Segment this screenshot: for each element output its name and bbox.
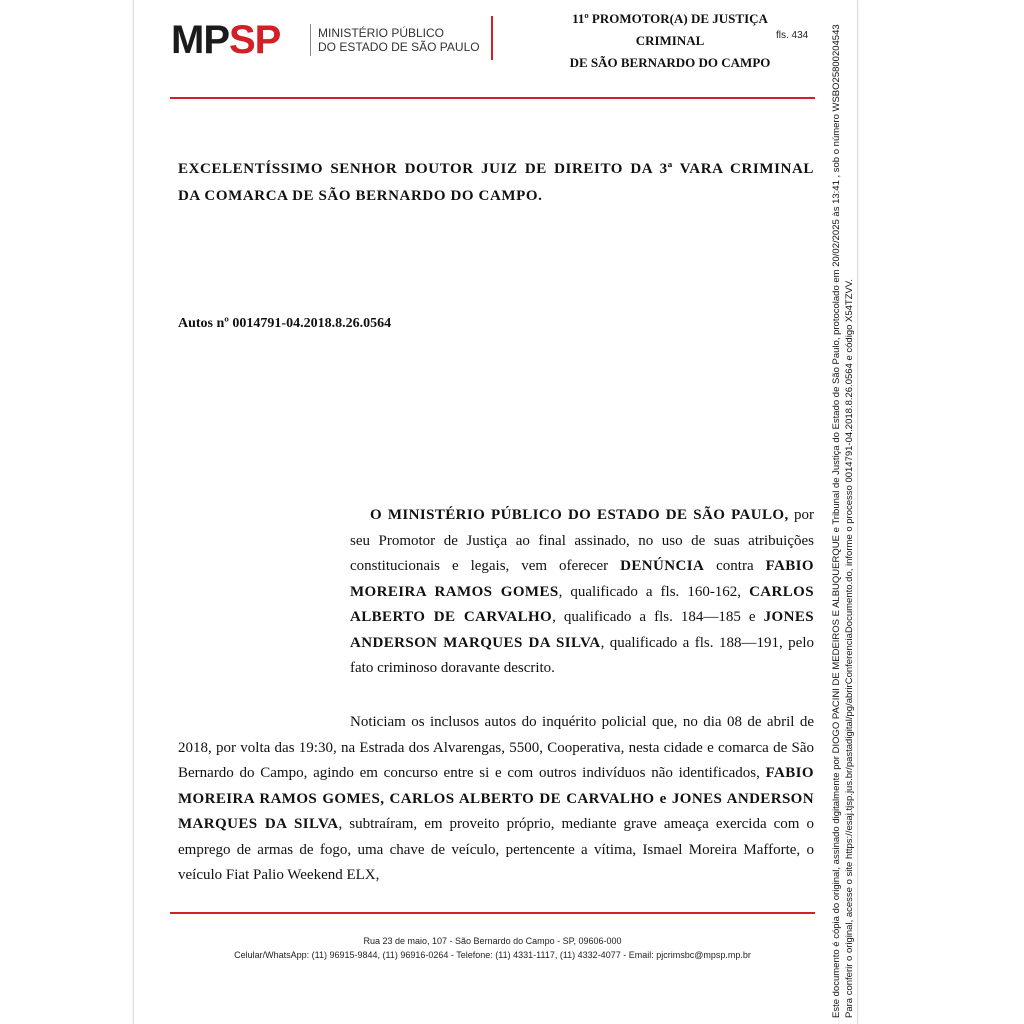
- intro-subject: O MINISTÉRIO PÚBLICO DO ESTADO DE SÃO PAULO,: [370, 507, 789, 523]
- case-number: Autos nº 0014791-04.2018.8.26.0564: [178, 316, 392, 331]
- viewer-margin-left: [0, 0, 133, 1024]
- facts-text1: Noticiam os inclusos autos do inquérito policial que, no dia 08 de abril de 2018, por volta das 19:30, na Estrada dos Alvarengas, 5500, Cooperativa, nesta cidade e comarca de São Bernardo do Campo, agindo em concurso entre si e com outros indivíduos não identificados,: [178, 714, 814, 781]
- intro-text1: por seu Promotor de Justiça ao final assinado, no uso de suas atribuições constitucionais e legais, vem oferecer: [350, 507, 814, 574]
- logo-mp: MP: [171, 17, 229, 62]
- intro-denuncia: DENÚNCIA: [620, 558, 705, 574]
- intro-defendant1: FABIO MOREIRA RAMOS GOMES: [350, 558, 814, 600]
- facts-text2: , subtraíram, em proveito próprio, mediante grave ameaça exercida com o emprego de armas de fogo, uma chave de veículo, pertencente a vítima, Ismael Moreira Mafforte, o veículo Fiat Palio Weekend ELX,: [178, 816, 814, 883]
- header-red-bar: [491, 16, 493, 60]
- intro-text5: , qualificado a fls. 188—191, pelo fato criminoso doravante descrito.: [350, 634, 814, 676]
- intro-defendant2: CARLOS ALBERTO DE CARVALHO: [350, 583, 814, 625]
- header-title-line2: CRIMINAL: [635, 33, 705, 48]
- header-title-line1: 11º PROMOTOR(A) DE JUSTIÇA: [572, 11, 768, 26]
- logo-text: [318, 26, 480, 54]
- footer-contacts: Celular/WhatsApp: (11) 96915-9844, (11) 96916-0264 - Telefone: (11) 4331-1117, (11) 4332-4077 - Email: pjcrimsbc@mpsp.mp.br: [234, 950, 751, 960]
- logo-text-line1: MINISTÉRIO PÚBLICO: [318, 26, 445, 40]
- header-rule: [170, 97, 815, 99]
- logo-text-line2: DO ESTADO DE SÃO PAULO: [318, 40, 480, 54]
- intro-text2: contra: [704, 558, 766, 574]
- header-title-line3: DE SÃO BERNARDO DO CAMPO: [569, 55, 771, 70]
- intro-text3: , qualificado a fls. 160-162,: [558, 583, 750, 600]
- footer: [170, 934, 815, 962]
- page-folio: fls. 434: [776, 30, 809, 41]
- digital-signature-stamp: [830, 8, 856, 1018]
- footer-rule: [170, 912, 815, 914]
- logo-divider: [310, 24, 311, 56]
- addressee: EXCELENTÍSSIMO SENHOR DOUTOR JUIZ DE DIREITO DA 3ª VARA CRIMINAL DA COMARCA DE SÃO BERNARDO DO CAMPO.: [178, 161, 814, 204]
- stamp-line1: Este documento é cópia do original, assinado digitalmente por DIOGO PACINI DE MEDEIROS E ALBUQUERQUE e Tribunal de Justiça do Estado de São Paulo, protocolado em 20/02/2025 às 13:41 , sob o número WSBO25800204543: [831, 24, 842, 1018]
- facts-defendants: FABIO MOREIRA RAMOS GOMES, CARLOS ALBERTO DE CARVALHO e JONES ANDERSON MARQUES DA SILVA: [178, 765, 814, 832]
- facts-paragraph: [178, 710, 814, 889]
- intro-paragraph: [350, 503, 814, 682]
- intro-text4: , qualificado a fls. 184—185 e: [552, 609, 764, 625]
- stamp-line2: Para conferir o original, acesse o site https://esaj.tjsp.jus.br/pastadigital/pg/abrirConferenciaDocumento.do, informe o processo 0014791-04.2018.8.26.0564 e código X54TZVV.: [844, 279, 855, 1018]
- header-title: [520, 8, 820, 74]
- mpsp-logo: [171, 17, 480, 62]
- intro-defendant3: JONES ANDERSON MARQUES DA SILVA: [350, 609, 814, 651]
- logo-sp: SP: [229, 17, 281, 62]
- footer-address: Rua 23 de maio, 107 - São Bernardo do Campo - SP, 09606-000: [363, 936, 622, 946]
